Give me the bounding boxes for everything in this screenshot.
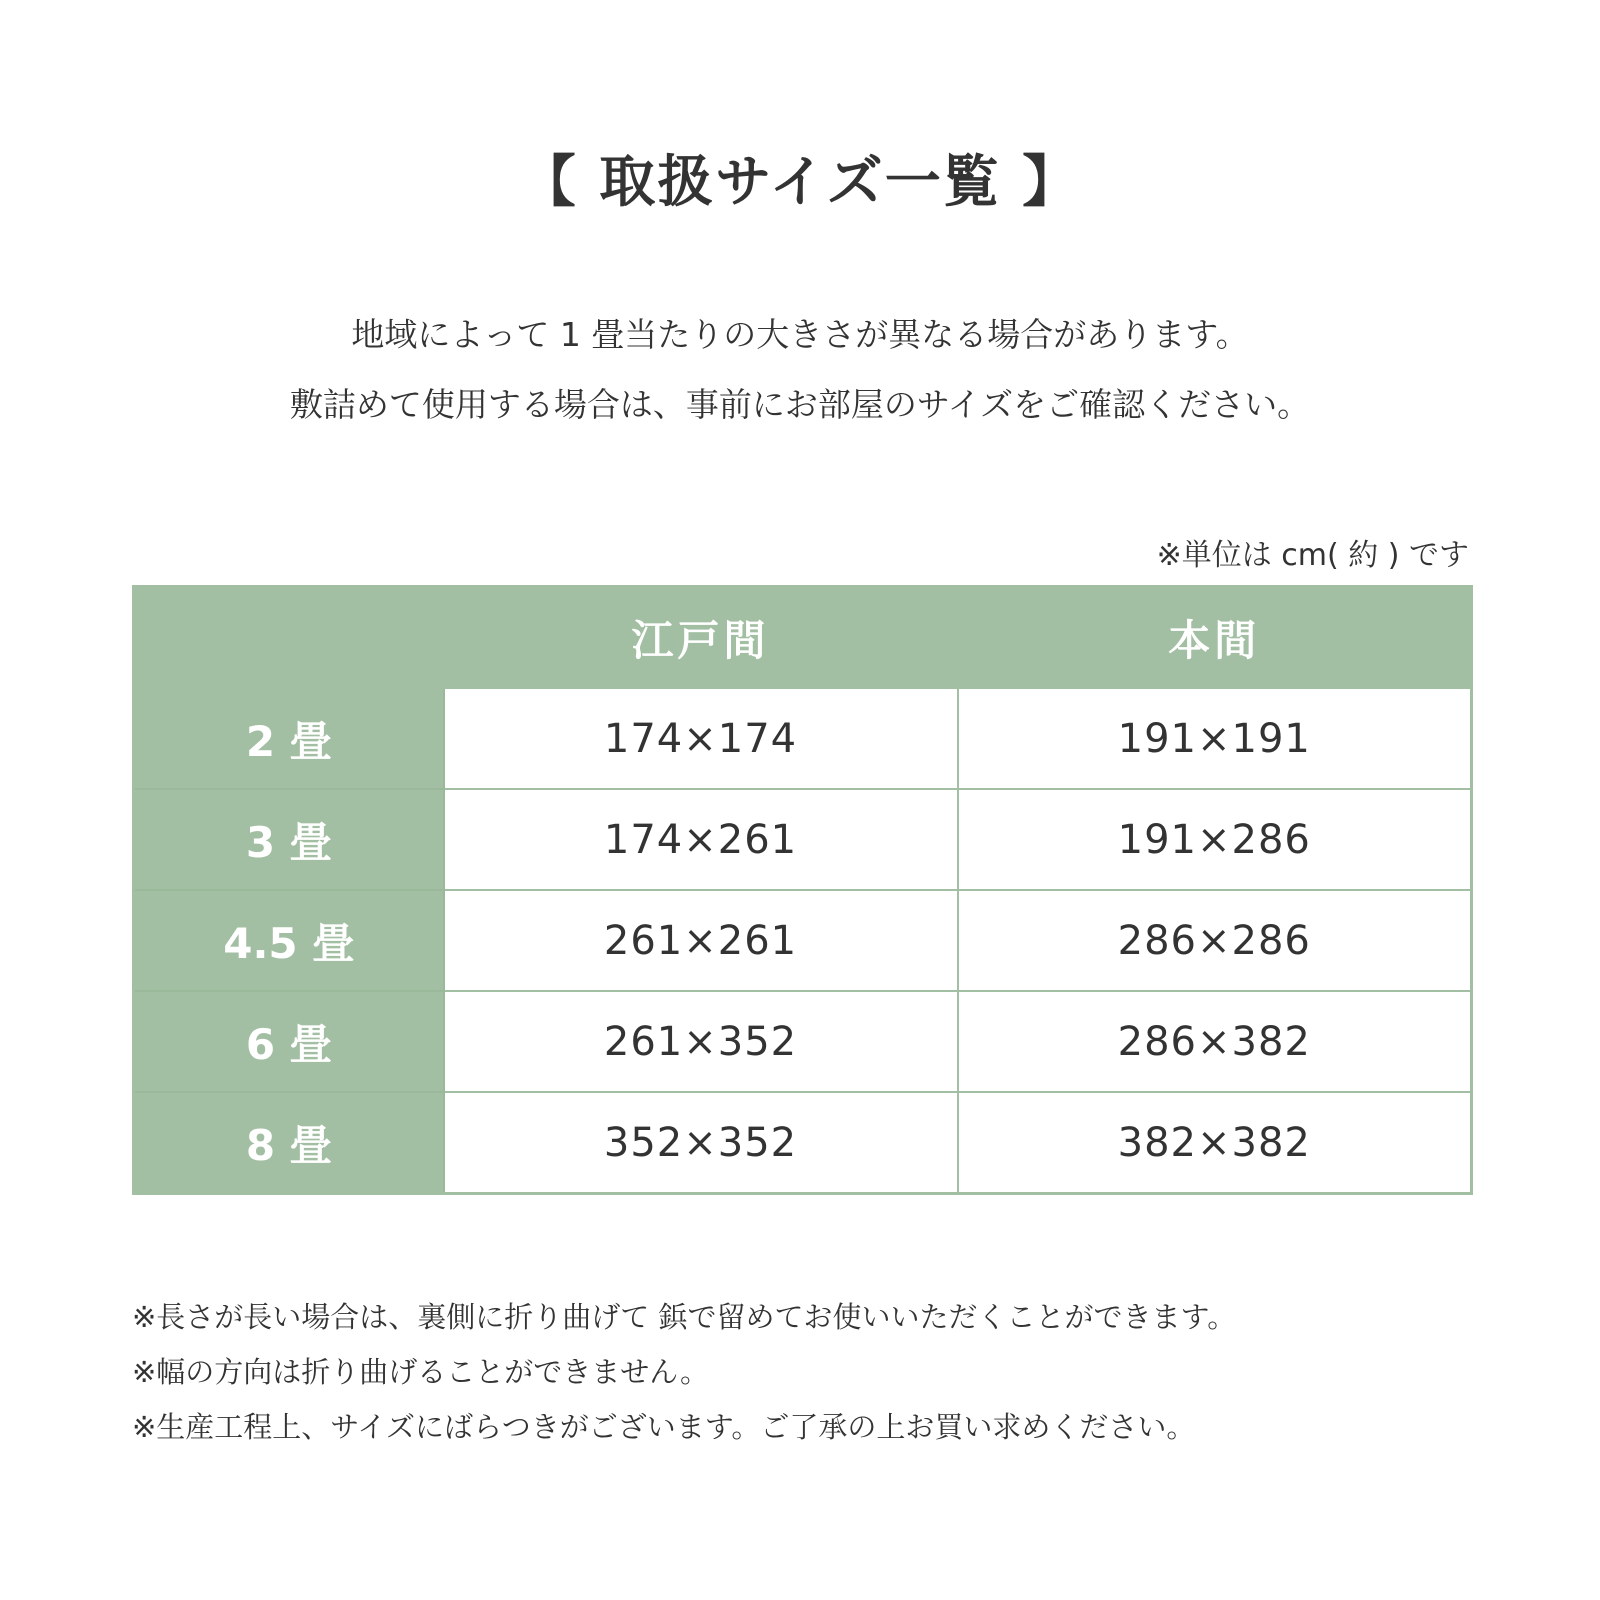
- edoma-size: 174×174: [444, 688, 958, 789]
- intro-line-2: 敷詰めて使用する場合は、事前にお部屋のサイズをご確認ください。: [289, 385, 1311, 424]
- footnotes: [132, 1290, 1512, 1455]
- table-header-row: [134, 587, 1472, 689]
- honma-size: 191×191: [958, 688, 1472, 789]
- row-label: 4.5 畳: [134, 890, 444, 991]
- row-label: 8 畳: [134, 1092, 444, 1194]
- row-label: 2 畳: [134, 688, 444, 789]
- honma-size: 286×286: [958, 890, 1472, 991]
- honma-size: 191×286: [958, 789, 1472, 890]
- edoma-size: 261×261: [444, 890, 958, 991]
- unit-note: ※単位は cm( 約 ) です: [1156, 538, 1469, 573]
- page-title: 【 取扱サイズ一覧 】: [519, 150, 1081, 215]
- edoma-size: 261×352: [444, 991, 958, 1092]
- header-cell-honma: 本間: [958, 587, 1472, 689]
- edoma-size: 174×261: [444, 789, 958, 890]
- honma-size: 286×382: [958, 991, 1472, 1092]
- intro-text: [0, 300, 1600, 440]
- footnote: ※幅の方向は折り曲げることができません。: [132, 1355, 710, 1389]
- intro-line-1: 地域によって 1 畳当たりの大きさが異なる場合があります。: [351, 315, 1249, 354]
- table-row: [134, 1092, 1472, 1194]
- table-row: [134, 991, 1472, 1092]
- footnote: ※長さが長い場合は、裏側に折り曲げて 鋲で留めてお使いいただくことができます。: [132, 1300, 1237, 1334]
- table-row: [134, 789, 1472, 890]
- header-cell-blank: [134, 587, 444, 689]
- header-cell-edoma: 江戸間: [444, 587, 958, 689]
- row-label: 6 畳: [134, 991, 444, 1092]
- size-table: [132, 585, 1473, 1195]
- footnote: ※生産工程上、サイズにばらつきがございます。ご了承の上お買い求めください。: [132, 1410, 1196, 1444]
- row-label: 3 畳: [134, 789, 444, 890]
- honma-size: 382×382: [958, 1092, 1472, 1194]
- table-row: [134, 890, 1472, 991]
- edoma-size: 352×352: [444, 1092, 958, 1194]
- table-row: [134, 688, 1472, 789]
